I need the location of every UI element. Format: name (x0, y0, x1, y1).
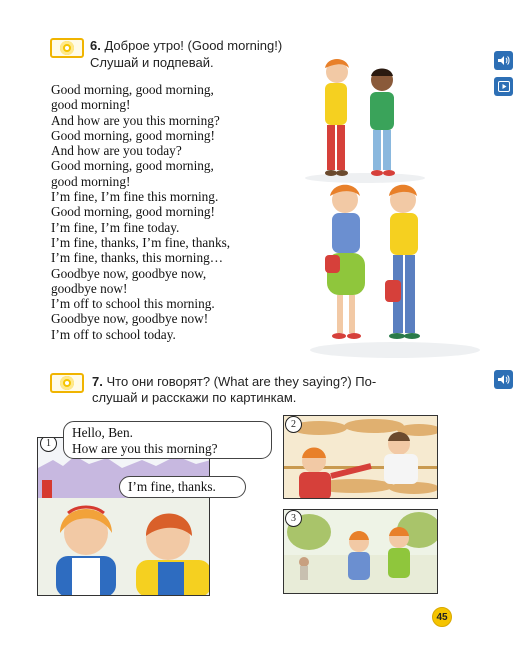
speech-bubble-boy: I’m fine, thanks. (119, 476, 246, 498)
lyric-line: good morning! (51, 97, 131, 113)
exercise-instruction: слушай и расскажи по картинкам. (92, 390, 297, 405)
children-greeting-illustration (285, 50, 485, 360)
speaker-icon (497, 374, 510, 385)
speech-bubble-girl (63, 421, 272, 459)
exercise-title: Что они говорят? (What are they saying?) По- (106, 374, 377, 389)
lyric-line: I’m fine, I’m fine this morning. (51, 189, 219, 205)
page-number: 45 (432, 607, 452, 627)
picture-number: 3 (285, 510, 302, 527)
video-button[interactable] (494, 77, 513, 96)
play-icon (498, 81, 510, 92)
lyric-line: I’m fine, thanks, this morning… (51, 250, 224, 266)
greeting-scene-illustration (38, 438, 210, 596)
speech-line: Hello, Ben. (72, 425, 133, 440)
exercise-title: Доброе утро! (Good morning!) (104, 38, 283, 53)
lyric-line: Good morning, good morning, (51, 158, 214, 174)
cd-badge-icon (50, 373, 84, 393)
cd-icon (60, 41, 74, 55)
exercise-number: 7. (92, 374, 103, 389)
picture-panel-2 (283, 415, 438, 499)
song-lyrics (51, 82, 311, 342)
exercise-6-header (90, 37, 282, 54)
cd-icon (60, 376, 74, 390)
speaker-icon (497, 55, 510, 66)
lyric-line: And how are you today? (51, 143, 182, 159)
lyric-line: I’m off to school this morning. (51, 296, 215, 312)
park-scene-illustration (284, 510, 438, 594)
cd-badge-icon (50, 38, 84, 58)
lyric-line: I’m fine, I’m fine today. (51, 219, 180, 235)
lyric-line: Good morning, good morning, (51, 82, 214, 97)
picture-number: 1 (40, 437, 57, 452)
audio-button[interactable] (494, 370, 513, 389)
lyric-line: I’m off to school today. (51, 326, 176, 342)
exercise-number: 6. (90, 38, 101, 53)
bakery-scene-illustration (284, 416, 438, 499)
exercise-instruction: Слушай и подпевай. (90, 55, 214, 70)
picture-panel-3 (283, 509, 438, 594)
lyric-line: Goodbye now, goodbye now! (51, 311, 209, 327)
lyric-line: Goodbye now, goodbye now, (51, 265, 207, 281)
audio-button[interactable] (494, 51, 513, 70)
lyric-line: I’m fine, thanks, I’m fine, thanks, (51, 234, 231, 250)
speech-line: How are you this morning? (72, 441, 218, 456)
lyric-line: goodbye now! (51, 280, 128, 296)
lyric-line: Good morning, good morning! (51, 204, 215, 220)
lyric-line: good morning! (51, 173, 131, 189)
picture-panel-1 (37, 437, 210, 596)
lyric-line: Good morning, good morning! (51, 127, 215, 143)
exercise-7-header (92, 373, 376, 390)
lyric-line: And how are you this morning? (51, 112, 220, 128)
picture-number: 2 (285, 416, 302, 433)
